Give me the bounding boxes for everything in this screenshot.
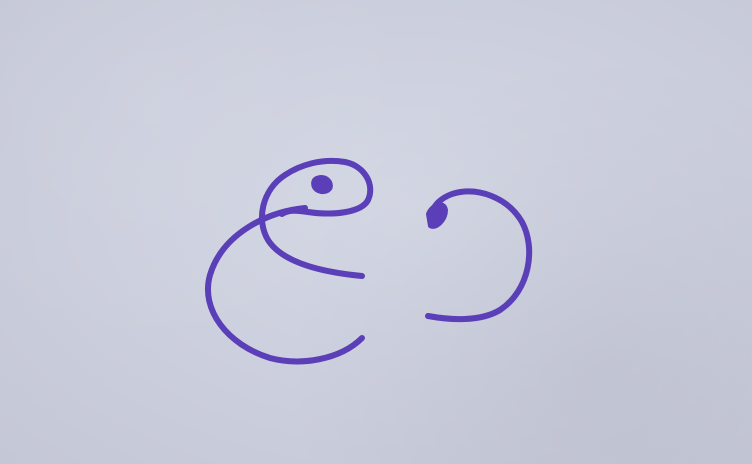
left-glyph-inner-dot [314,178,331,192]
right-glyph-start-blob [428,204,446,227]
left-glyph-outer-curve [208,208,362,361]
